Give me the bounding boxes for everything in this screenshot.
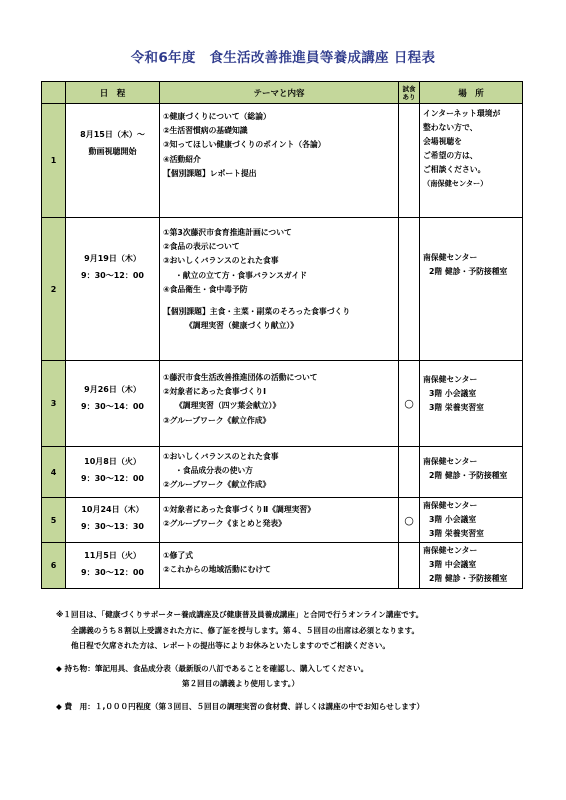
theme-line: 《調理実習（健康づくり献立）》 <box>185 321 299 331</box>
trial-mark: ○ <box>399 361 420 447</box>
place-line: インターネット環境が <box>423 109 501 118</box>
session-place <box>420 218 523 361</box>
place-line: 整わない方で、 <box>423 123 478 132</box>
place-line: 南保健センター <box>423 501 478 510</box>
theme-line: ②これからの地域活動にむけて <box>163 565 271 575</box>
trial-mark <box>399 218 420 361</box>
session-date <box>66 361 160 447</box>
theme-line: ②食品の表示について <box>163 242 240 252</box>
place-line: 南保健センター <box>423 546 478 555</box>
place-line: 南保健センター <box>423 253 478 262</box>
date-line: 9：30～12：00 <box>81 474 144 483</box>
date-line: 9月26日（木） <box>84 385 141 394</box>
place-line: ご相談ください。 <box>423 165 486 174</box>
table-row <box>42 361 523 447</box>
table-row <box>42 104 523 218</box>
session-date <box>66 104 160 218</box>
theme-line: ③知ってほしい健康づくりのポイント（各論） <box>163 140 326 150</box>
table-row <box>42 447 523 498</box>
session-theme <box>160 543 399 589</box>
place-line: 3階 栄養実習室 <box>429 403 484 412</box>
session-theme <box>160 498 399 543</box>
session-theme <box>160 361 399 447</box>
session-place <box>420 361 523 447</box>
place-line: ご希望の方は、 <box>423 151 478 160</box>
date-line: 9：30～13：30 <box>81 522 144 531</box>
date-line: 11月5日（火） <box>84 551 141 560</box>
place-line: 2階 健診・予防接種室 <box>429 267 508 276</box>
note-line: ◆ 費 用：１,０００円程度（第３回目、５回目の調理実習の食材費、詳しくは講座の中でお知らせします） <box>56 701 425 711</box>
session-date <box>66 498 160 543</box>
note-line: ◆ 持ち物：筆記用具、食品成分表（最新版の八訂であることを確認し、購入してください。 <box>56 663 369 673</box>
header-place: 場 所 <box>420 82 523 104</box>
trial-mark <box>399 104 420 218</box>
theme-line: 【個別課題】主食・主菜・副菜のそろった食事づくり <box>163 307 351 317</box>
theme-line: ④活動紹介 <box>163 154 201 164</box>
session-date <box>66 543 160 589</box>
session-theme <box>160 218 399 361</box>
place-line: （南保健センター） <box>423 179 488 188</box>
page-title: 令和6年度 食生活改善推進員等養成講座 日程表 <box>130 50 436 66</box>
header-no <box>42 82 66 104</box>
theme-line: ①藤沢市食生活改善推進団体の活動について <box>163 373 318 382</box>
place-line: 3階 小会議室 <box>429 389 477 398</box>
theme-line: ①修了式 <box>163 551 193 560</box>
session-number: 4 <box>42 447 66 498</box>
session-place <box>420 447 523 498</box>
theme-line: ③おいしくバランスのとれた食事 <box>163 256 279 266</box>
place-line: 2階 健診・予防接種室 <box>429 471 508 480</box>
table-row <box>42 498 523 543</box>
session-theme <box>160 104 399 218</box>
date-line: 9：30～12：00 <box>81 568 144 577</box>
theme-line: ①健康づくりについて（総論） <box>163 112 271 121</box>
note-line: 全講義のうち８割以上受講された方に、修了証を授与します。第４、５回目の出席は必須となります。 <box>71 625 420 635</box>
trial-mark <box>399 447 420 498</box>
session-date <box>66 218 160 361</box>
theme-line: ①対象者にあった食事づくりⅡ《調理実習》 <box>163 505 316 514</box>
date-line: 10月8日（火） <box>84 457 141 466</box>
place-line: 南保健センター <box>423 375 478 384</box>
date-line: 9：30～14：00 <box>81 402 144 411</box>
header-date: 日 程 <box>66 82 160 104</box>
theme-line: ②グループワーク《まとめと発表》 <box>163 519 286 529</box>
place-line: 南保健センター <box>423 457 478 466</box>
header-theme: テーマと内容 <box>160 82 399 104</box>
date-line: 動画視聴開始 <box>88 147 137 156</box>
place-line: 3階 栄養実習室 <box>429 529 484 538</box>
session-number: 5 <box>42 498 66 543</box>
theme-line: ④食品衛生・食中毒予防 <box>163 284 248 294</box>
date-line: 8月15日（木）～ <box>80 130 145 139</box>
session-date <box>66 447 160 498</box>
table-row <box>42 543 523 589</box>
place-line: 会場視聴を <box>423 137 462 146</box>
session-number: 6 <box>42 543 66 589</box>
place-line: 2階 健診・予防接種室 <box>429 574 508 583</box>
session-place <box>420 498 523 543</box>
theme-line: ②対象者にあった食事づくりⅠ <box>163 387 266 397</box>
date-line: 10月24日（木） <box>81 505 144 514</box>
theme-line: ①第3次藤沢市食育推進計画について <box>163 228 292 237</box>
theme-line: ③グループワーク《献立作成》 <box>163 415 271 425</box>
theme-line: ・献立の立て方・食事バランスガイド <box>175 270 308 280</box>
theme-line: 《調理実習（四ツ葉会献立）》 <box>175 401 281 411</box>
place-line: 3階 小会議室 <box>429 515 477 524</box>
session-place <box>420 104 523 218</box>
date-line: 9月19日（木） <box>84 254 141 263</box>
header-trial <box>399 82 420 104</box>
table-row <box>42 218 523 361</box>
session-number: 3 <box>42 361 66 447</box>
session-number: 1 <box>42 104 66 218</box>
theme-line: ②グループワーク《献立作成》 <box>163 480 271 490</box>
trial-mark: ○ <box>399 498 420 543</box>
note-line: 他日程で欠席された方は、レポートの提出等によりお休みといたしますのでご相談ください。 <box>71 641 390 650</box>
note-line: ※１回目は、「健康づくりサポーター養成講座及び健康普及員養成講座」と合同で行うオンライン講座です。 <box>56 610 424 619</box>
trial-mark <box>399 543 420 589</box>
place-line: 3階 中会議室 <box>429 560 477 569</box>
notes-section <box>56 607 542 714</box>
header-trial-text: 試食 あり <box>402 84 416 101</box>
theme-line: ・食品成分表の使い方 <box>175 466 253 476</box>
note-line: 第２回目の講義より使用します。） <box>182 679 300 688</box>
session-theme <box>160 447 399 498</box>
table-header-row <box>42 82 523 104</box>
theme-line: 【個別課題】レポート提出 <box>163 168 257 178</box>
theme-line: ②生活習慣病の基礎知識 <box>163 126 248 136</box>
theme-spacer <box>163 297 398 305</box>
theme-line: ①おいしくバランスのとれた食事 <box>163 452 279 461</box>
session-place <box>420 543 523 589</box>
date-line: 9：30～12：00 <box>81 271 144 280</box>
session-number: 2 <box>42 218 66 361</box>
schedule-table <box>41 81 523 589</box>
